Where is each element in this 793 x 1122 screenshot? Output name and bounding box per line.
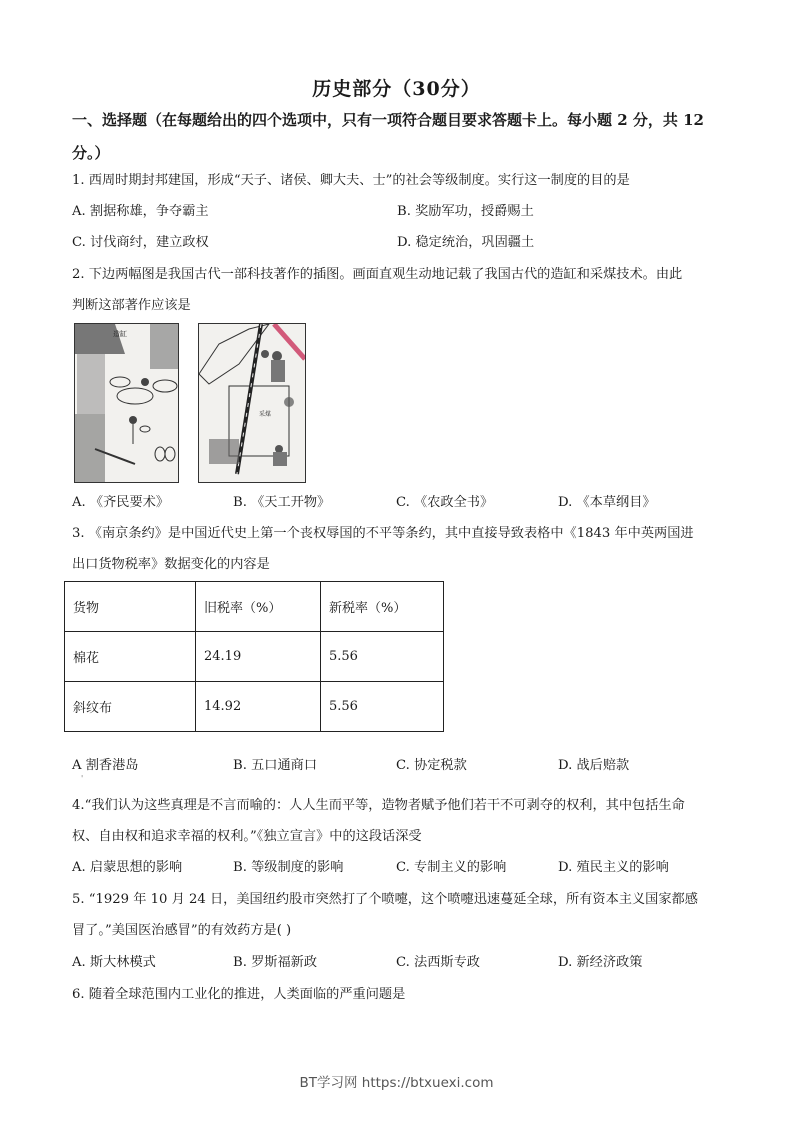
question-5-option-a[interactable]: A. 斯大林模式 (72, 955, 156, 970)
question-5-stem-line-2: 冒了。”美国医治感冒”的有效药方是( ) (72, 923, 292, 938)
question-3-option-c[interactable]: C. 协定税款 (396, 758, 467, 773)
footer-watermark: BT学习网 https://btxuexi.com (299, 1075, 494, 1091)
illustration-vat-making (74, 323, 179, 483)
svg-text:采煤: 采煤 (259, 411, 272, 418)
table-cell: 5.56 (321, 682, 444, 732)
question-1-option-c[interactable]: C. 讨伐商纣，建立政权 (72, 235, 209, 250)
question-2-stem-line-1: 2. 下边两幅图是我国古代一部科技著作的插图。画面直观生动地记载了我国古代的造缸和采煤技术。由此 (72, 267, 683, 282)
question-4-option-a[interactable]: A. 启蒙思想的影响 (72, 860, 183, 875)
question-1-option-b[interactable]: B. 奖励军功，授爵赐土 (397, 204, 534, 219)
tax-rate-table (64, 581, 444, 732)
question-6-stem: 6. 随着全球范围内工业化的推进，人类面临的严重问题是 (72, 987, 406, 1002)
question-5-option-b[interactable]: B. 罗斯福新政 (233, 955, 318, 970)
question-2-option-b[interactable]: B. 《天工开物》 (233, 495, 331, 510)
table-header-row (65, 582, 444, 632)
question-3-option-b[interactable]: B. 五口通商口 (233, 758, 318, 773)
question-2-option-c[interactable]: C. 《农政全书》 (396, 495, 494, 510)
question-4-stem-line-1: 4.“我们认为这些真理是不言而喻的：人人生而平等，造物者赋予他们若干不可剥夺的权利，其中包括生命 (72, 798, 685, 813)
question-2-option-a[interactable]: A. 《齐民要术》 (72, 495, 170, 510)
question-3-stem-line-1: 3. 《南京条约》是中国近代史上第一个丧权辱国的不平等条约，其中直接导致表格中《1843 年中英两国进 (72, 526, 694, 541)
page-title: 历史部分（30分） (312, 78, 481, 100)
table-cell: 5.56 (321, 632, 444, 682)
question-4-option-b[interactable]: B. 等级制度的影响 (233, 860, 344, 875)
table-header-cell: 新税率（%） (321, 582, 444, 632)
question-3-option-a[interactable]: A 割香港岛 (72, 758, 139, 773)
table-cell: 斜纹布 (65, 682, 196, 732)
question-4-option-c[interactable]: C. 专制主义的影响 (396, 860, 507, 875)
illustration-coal-mining (198, 323, 306, 483)
svg-text:造缸: 造缸 (113, 330, 127, 338)
question-1-stem: 1. 西周时期封邦建国，形成“天子、诸侯、卿大夫、士”的社会等级制度。实行这一制度的目的是 (72, 173, 630, 188)
question-5-option-c[interactable]: C. 法西斯专政 (396, 955, 480, 970)
question-4-option-d[interactable]: D. 殖民主义的影响 (558, 860, 669, 875)
question-4-stem-line-2: 权、自由权和追求幸福的权利。”《独立宣言》中的这段话深受 (72, 829, 422, 844)
section-heading: 一、选择题（在每题给出的四个选项中，只有一项符合题目要求答题卡上。每小题 2 分，共 12 分。） (72, 111, 704, 162)
question-3-stem-line-2: 出口货物税率》数据变化的内容是 (72, 557, 270, 572)
question-2-option-d[interactable]: D. 《本草纲目》 (558, 495, 656, 510)
question-1-option-a[interactable]: A. 割据称雄，争夺霸主 (72, 204, 209, 219)
question-5-option-d[interactable]: D. 新经济政策 (558, 955, 643, 970)
table-cell: 24.19 (196, 632, 321, 682)
question-1-option-d[interactable]: D. 稳定统治，巩固疆土 (397, 235, 535, 250)
table-header-cell: 旧税率（%） (196, 582, 321, 632)
question-2-stem-line-2: 判断这部著作应该是 (72, 298, 191, 313)
table-cell: 14.92 (196, 682, 321, 732)
scan-speck: ' (81, 774, 84, 783)
table-cell: 棉花 (65, 632, 196, 682)
question-3-option-d[interactable]: D. 战后赔款 (558, 758, 630, 773)
table-header-cell: 货物 (65, 582, 196, 632)
table-row (65, 682, 444, 732)
question-5-stem-line-1: 5. “1929 年 10 月 24 日，美国纽约股市突然打了个喷嚏，这个喷嚏迅速蔓延全球，所有资本主义国家都感 (72, 892, 698, 907)
table-row (65, 632, 444, 682)
